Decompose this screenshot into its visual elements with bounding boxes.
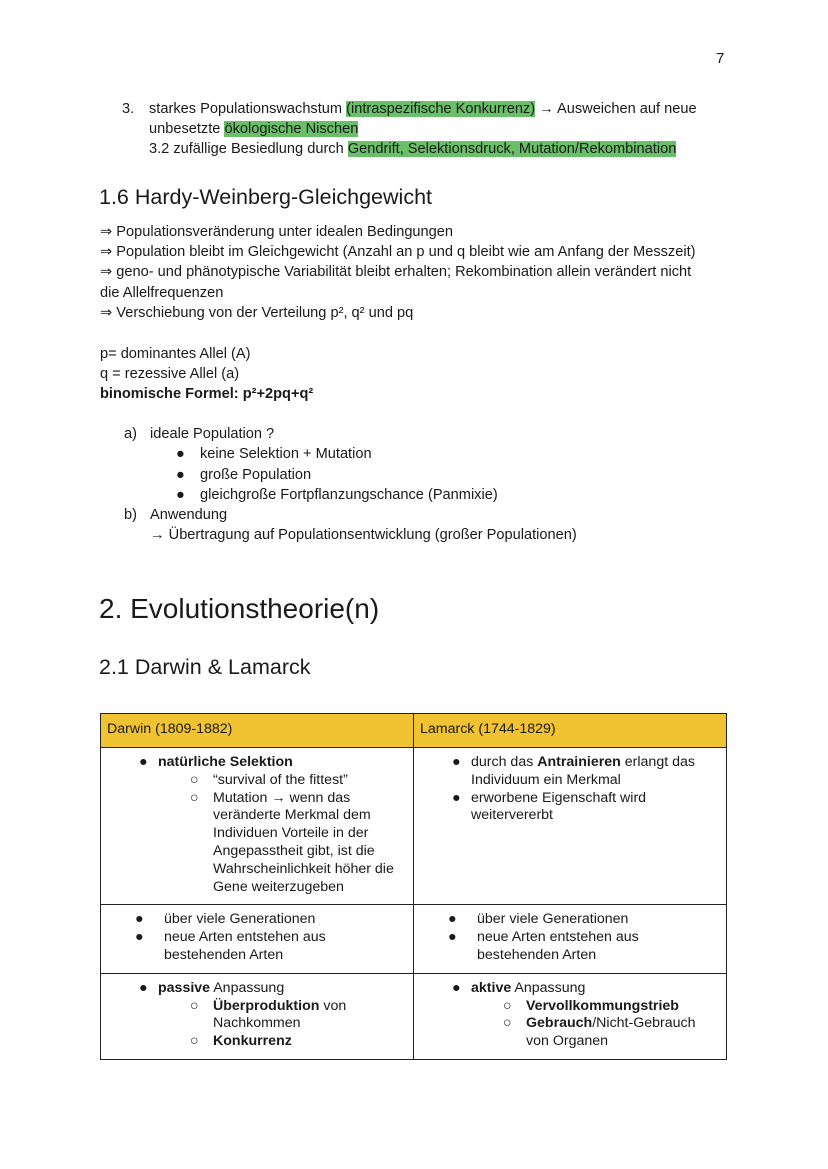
header-darwin: Darwin (1809-1882) — [101, 714, 414, 748]
text-span — [526, 1015, 720, 1051]
list-item-3-line2 — [149, 119, 358, 139]
list-item — [420, 1015, 720, 1051]
text-span — [471, 790, 720, 826]
text-span — [213, 998, 407, 1034]
text-line — [471, 754, 720, 772]
header-lamarck: Lamarck (1744-1829) — [414, 714, 727, 748]
text-span: erlangt das — [620, 754, 695, 770]
text-line: bestehenden Arten — [164, 946, 284, 963]
text-span: von — [319, 997, 347, 1014]
text-line: weitervererbt — [471, 807, 554, 824]
application-label: Anwendung — [150, 507, 228, 523]
list-item-3-2 — [149, 139, 676, 159]
list-marker-b: b) — [124, 507, 137, 523]
lamarck-cell-generations — [414, 905, 727, 973]
section-heading-2: 2. Evolutionstheorie(n) — [99, 593, 380, 624]
text-span — [164, 929, 407, 965]
darwin-cell-generations — [101, 905, 414, 973]
application-sub: → Übertragung auf Populationsentwicklung (großer Populationen) — [150, 527, 577, 543]
bullet-icon: ● — [139, 754, 148, 770]
list-item — [420, 998, 720, 1016]
bullet-icon: ● — [139, 979, 148, 996]
text-span: 3.2 zufällige Besiedlung durch — [149, 141, 348, 157]
circle-icon: ○ — [503, 1015, 512, 1032]
text-span: Anpassung — [210, 979, 285, 996]
text-span: /Nicht-Gebrauch — [592, 1015, 696, 1032]
bullet-icon: ● — [452, 979, 461, 996]
text-line — [213, 998, 407, 1016]
bullet-icon: ● — [135, 929, 144, 946]
text-line: bestehenden Arten — [477, 946, 597, 963]
ideal-bullet-1: keine Selektion + Mutation — [200, 446, 372, 462]
text-span: natürliche Selektion — [158, 754, 293, 770]
highlight-nischen: ökologische Nischen — [224, 121, 359, 137]
circle-icon: ○ — [190, 789, 199, 806]
text-span: Überproduktion — [213, 997, 320, 1014]
text-span: Vervollkommungstrieb — [526, 997, 679, 1014]
list-item — [107, 929, 407, 965]
lamarck-cell-active — [414, 973, 727, 1059]
binomial-formula: binomische Formel: p²+2pq+q² — [100, 386, 314, 402]
text-span: über viele Generationen — [477, 911, 629, 928]
lamarck-cell-training — [414, 748, 727, 905]
text-line: Mutation → wenn das — [213, 789, 351, 806]
circle-icon: ○ — [503, 997, 512, 1014]
list-item — [420, 929, 720, 965]
hw-line-5: ⇒ Verschiebung von der Verteilung p², q² und pq — [100, 305, 414, 321]
text-span: Gebrauch — [526, 1015, 593, 1032]
text-span: → Ausweichen auf neue — [535, 101, 697, 117]
bullet-icon: ● — [176, 467, 185, 483]
table-row — [101, 973, 727, 1059]
darwin-cell-passive — [101, 973, 414, 1059]
hw-line-2: ⇒ Population bleibt im Gleichgewicht (Anzahl an p und q bleibt wie am Anfang der Messzeit) — [100, 244, 696, 260]
table-row — [101, 905, 727, 973]
text-span — [158, 980, 407, 998]
text-span: Anpassung — [511, 979, 586, 996]
bullet-icon: ● — [448, 911, 457, 928]
p-definition: p= dominantes Allel (A) — [100, 346, 251, 362]
text-span: unbesetzte — [149, 121, 225, 137]
highlight-gendrift: Gendrift, Selektionsdruck, Mutation/Rekombination — [347, 141, 677, 157]
list-item — [420, 754, 720, 790]
hw-line-3: ⇒ geno- und phänotypische Variabilität bleibt erhalten; Rekombination allein verändert nicht — [100, 264, 692, 280]
text-span: Antrainieren — [537, 754, 621, 770]
list-item — [107, 772, 407, 790]
darwin-cell-selection — [101, 748, 414, 905]
highlight-konkurrenz: (intraspezifische Konkurrenz) — [346, 101, 536, 117]
text-span: “survival of the fittest” — [213, 771, 348, 788]
text-line: Angepasstheit gibt, ist die — [213, 842, 375, 859]
text-line: veränderte Merkmal dem — [213, 807, 371, 824]
text-span: durch das — [471, 754, 538, 770]
bullet-icon: ● — [452, 789, 461, 806]
circle-icon: ○ — [190, 1033, 199, 1050]
text-line: erworbene Eigenschaft wird — [471, 789, 647, 806]
list-item-3-line1 — [149, 99, 697, 119]
text-span — [471, 754, 720, 790]
text-span: Konkurrenz — [213, 1033, 292, 1050]
text-line: Individuen Vorteile in der — [213, 825, 369, 842]
circle-icon: ○ — [190, 771, 199, 788]
q-definition: q = rezessive Allel (a) — [100, 366, 240, 382]
list-item — [107, 790, 407, 897]
table-header-row — [101, 714, 727, 748]
text-line: Nachkommen — [213, 1015, 301, 1032]
darwin-lamarck-table — [100, 713, 727, 1060]
text-line: Individuum ein Merkmal — [471, 771, 621, 788]
bullet-icon: ● — [135, 911, 144, 928]
list-item — [420, 980, 720, 998]
list-item — [107, 911, 407, 929]
bullet-icon: ● — [176, 487, 185, 503]
text-span: aktive — [471, 979, 512, 996]
bullet-icon: ● — [452, 754, 461, 770]
text-span: über viele Generationen — [164, 911, 316, 928]
bullet-icon: ● — [448, 929, 457, 946]
section-heading-2-1: 2.1 Darwin & Lamarck — [99, 655, 311, 679]
list-item — [420, 790, 720, 826]
text-span — [213, 790, 407, 897]
text-line: Wahrscheinlichkeit höher die — [213, 860, 394, 877]
list-item — [107, 754, 407, 772]
list-item — [107, 998, 407, 1034]
table-row — [101, 748, 727, 905]
list-marker-a: a) — [124, 426, 137, 442]
circle-icon: ○ — [190, 997, 199, 1014]
ideal-population-label: ideale Population ? — [150, 426, 275, 442]
hw-line-4: die Allelfrequenzen — [100, 285, 224, 301]
list-item — [107, 980, 407, 998]
text-span: passive — [158, 979, 211, 996]
page-number: 7 — [716, 50, 725, 67]
text-line: Gene weiterzugeben — [213, 878, 344, 895]
list-item — [420, 911, 720, 929]
text-line: von Organen — [526, 1033, 609, 1050]
text-span — [471, 980, 720, 998]
list-marker-3: 3. — [122, 101, 135, 117]
ideal-bullet-3: gleichgroße Fortpflanzungschance (Panmixie) — [200, 487, 498, 503]
section-heading-1-6: 1.6 Hardy-Weinberg-Gleichgewicht — [99, 185, 432, 209]
text-span — [477, 929, 720, 965]
text-line — [526, 1015, 720, 1033]
list-item — [107, 1033, 407, 1051]
ideal-bullet-2: große Population — [200, 467, 312, 483]
hw-line-1: ⇒ Populationsveränderung unter idealen Bedingungen — [100, 224, 454, 240]
text-line: neue Arten entstehen aus — [164, 929, 326, 946]
text-span: starkes Populationswachstum — [149, 101, 347, 117]
bullet-icon: ● — [176, 446, 185, 462]
text-line: neue Arten entstehen aus — [477, 929, 639, 946]
